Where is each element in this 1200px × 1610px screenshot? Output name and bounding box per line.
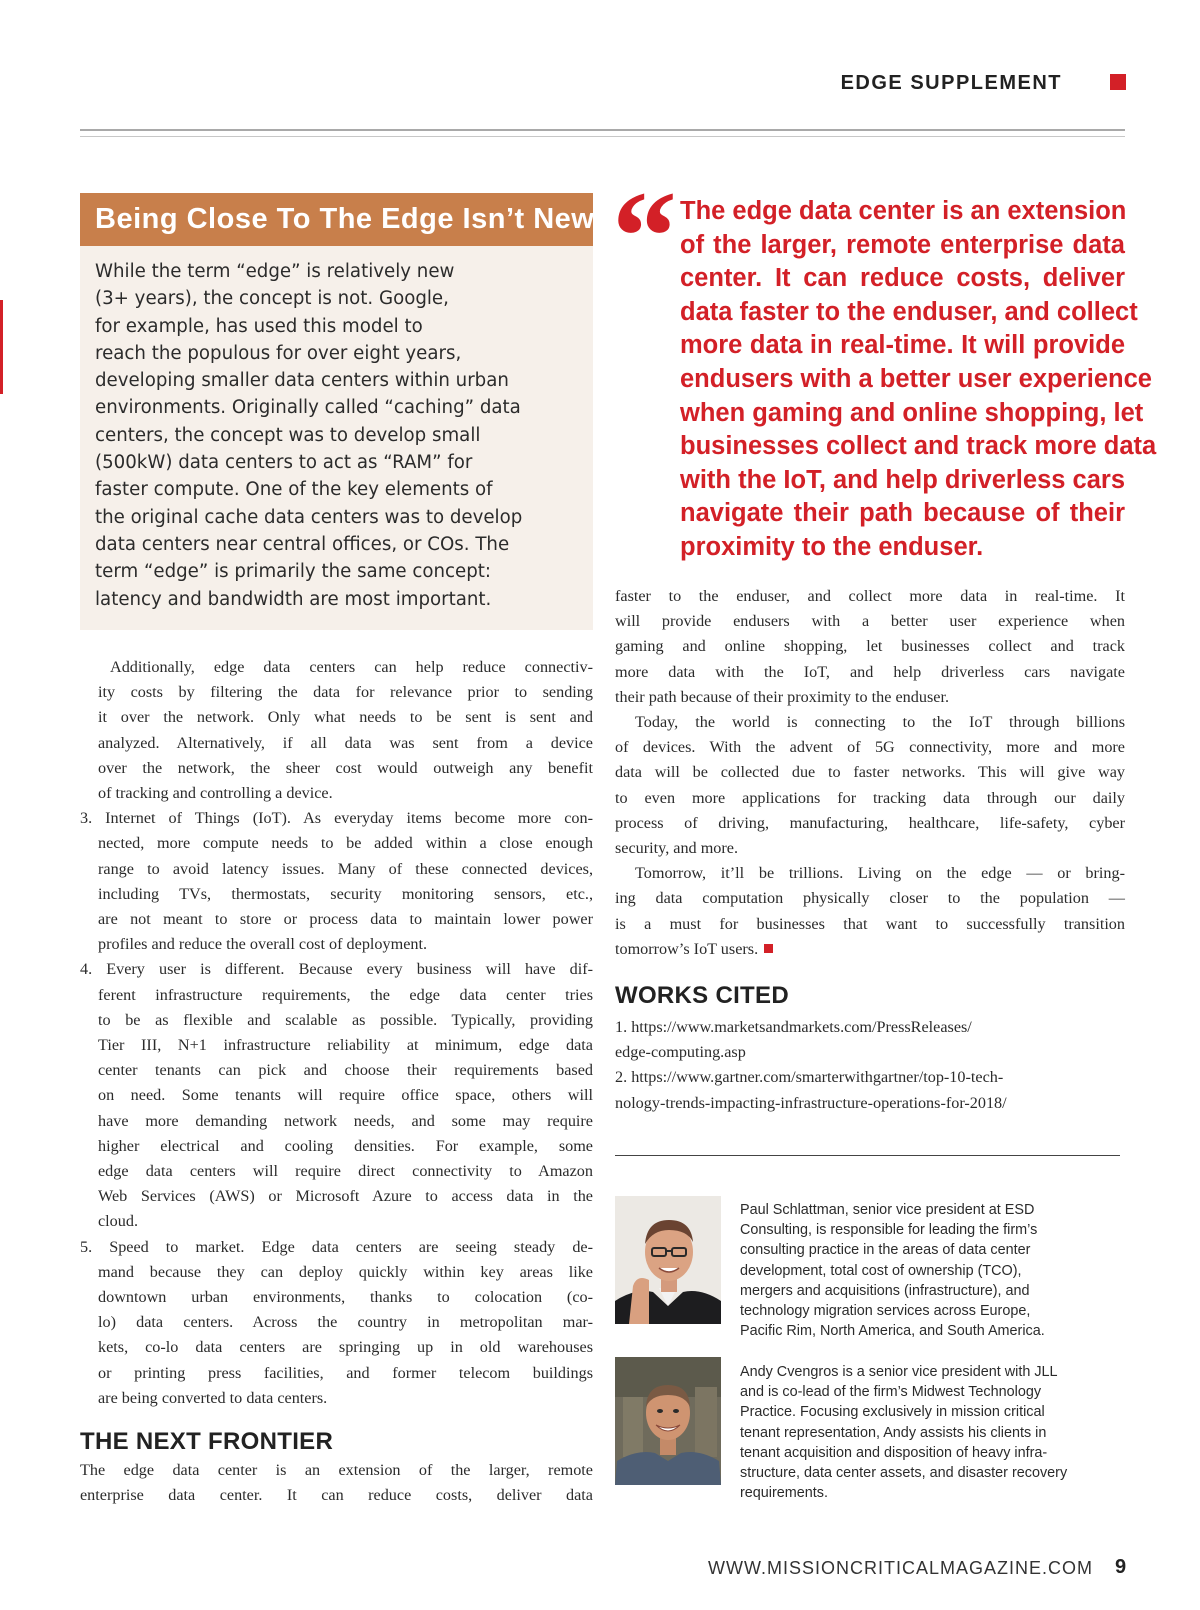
author-photo-schlattman xyxy=(615,1196,721,1324)
bio-line: development, total cost of ownership (TCO), xyxy=(740,1262,1022,1279)
citation-line: edge-computing.asp xyxy=(615,1043,746,1062)
body-line: higher electrical and cooling densities. For example, some xyxy=(98,1136,593,1155)
paragraph xyxy=(80,655,593,806)
body-line xyxy=(615,937,1125,962)
bio-line: structure, data center assets, and disaster recovery xyxy=(740,1465,1068,1482)
body-line: are not meant to store or process data to maintain lower power xyxy=(98,910,593,929)
body-line: 5. Speed to market. Edge data centers are seeing steady de- xyxy=(80,1237,593,1256)
left-column xyxy=(80,655,593,1411)
body-line: lo) data centers. Across the country in metropolitan mar- xyxy=(98,1313,593,1332)
pull-quote xyxy=(680,195,1157,565)
body-line: ing data computation physically closer to the population — xyxy=(615,889,1125,908)
header-rule-secondary xyxy=(80,136,1125,137)
body-line-text: tomorrow’s IoT users. xyxy=(615,939,759,958)
sidebar-line: environments. Originally called “caching” data xyxy=(95,397,521,419)
body-line: including TVs, thermostats, security monitoring sensors, etc., xyxy=(98,884,593,903)
body-line: process of driving, manufacturing, healthcare, life-safety, cyber xyxy=(615,813,1125,832)
body-line: over the network, the sheer cost would outweigh any benefit xyxy=(98,758,593,777)
body-line: ity costs by filtering the data for relevance prior to sending xyxy=(98,683,593,702)
bio-line: Andy Cvengros is a senior vice president with JLL xyxy=(740,1364,1058,1380)
pull-quote-line: proximity to the enduser. xyxy=(680,532,984,561)
body-line: The edge data center is an extension of the larger, remote xyxy=(80,1461,593,1479)
sidebar-line: (3+ years), the concept is not. Google, xyxy=(95,288,449,310)
bio-line: Practice. Focusing exclusively in mission critical xyxy=(740,1404,1045,1421)
body-line: security, and more. xyxy=(615,839,739,858)
body-line: of devices. With the advent of 5G connectivity, more and more xyxy=(615,738,1125,757)
pull-quote-line: navigate their path because of their xyxy=(680,499,1125,528)
bio-line: Pacific Rim, North America, and South America. xyxy=(740,1323,1045,1340)
body-line: of tracking and controlling a device. xyxy=(98,784,333,803)
sidebar-line: for example, has used this model to xyxy=(95,315,423,337)
body-line: downtown urban environments, thanks to colocation (co- xyxy=(98,1288,593,1307)
bio-line: and is co-lead of the firm’s Midwest Technology xyxy=(740,1384,1042,1401)
sidebar-line: centers, the concept was to develop small xyxy=(95,424,481,446)
section-label: EDGE SUPPLEMENT xyxy=(840,72,1062,94)
pull-quote-line: The edge data center is an extension xyxy=(680,197,1127,225)
page-number: 9 xyxy=(1115,1556,1127,1578)
sidebar-line: data centers near central offices, or COs. The xyxy=(95,533,510,555)
body-line: enterprise data center. It can reduce costs, deliver data xyxy=(80,1486,593,1505)
body-line: Web Services (AWS) or Microsoft Azure to access data in the xyxy=(98,1187,593,1206)
end-mark-icon xyxy=(764,944,773,953)
body-line: edge data centers will require direct connectivity to Amazon xyxy=(98,1162,593,1181)
bio-divider xyxy=(615,1155,1120,1156)
body-line: are being converted to data centers. xyxy=(98,1388,328,1407)
page-edge-mark xyxy=(0,300,3,394)
works-cited-list xyxy=(615,1015,1125,1116)
pull-quote-line: more data in real-time. It will provide xyxy=(680,331,1125,360)
sidebar-line: developing smaller data centers within urban xyxy=(95,370,509,392)
quote-mark-icon: “ xyxy=(612,165,677,309)
pull-quote-line: of the larger, remote enterprise data xyxy=(680,230,1125,259)
body-line: Tomorrow, it’ll be trillions. Living on the edge — or bring- xyxy=(635,864,1125,883)
bio-line: Consulting, is responsible for leading the firm’s xyxy=(740,1222,1038,1239)
body-line: will provide endusers with a better user experience when xyxy=(615,612,1125,631)
sidebar-line: the original cache data centers was to develop xyxy=(95,506,523,528)
pull-quote-line: endusers with a better user experience xyxy=(680,364,1152,393)
sidebar-line: latency and bandwidth are most important. xyxy=(95,588,492,610)
body-line: center tenants can pick and choose their requirements based xyxy=(98,1061,593,1080)
author-bio-cvengros xyxy=(740,1362,1125,1503)
body-line: analyzed. Alternatively, if all data was sent from a device xyxy=(98,733,593,752)
paragraph xyxy=(615,584,1125,710)
body-line: cloud. xyxy=(98,1212,139,1231)
section-marker xyxy=(1110,74,1126,90)
body-line: Tier III, N+1 infrastructure reliability at minimum, edge data xyxy=(98,1036,593,1055)
author-photo-cvengros xyxy=(615,1357,721,1485)
pull-quote-line: data faster to the enduser, and collect xyxy=(680,297,1138,326)
next-frontier-heading: THE NEXT FRONTIER xyxy=(80,1428,334,1455)
body-line: kets, co-lo data centers are springing up in old warehouses xyxy=(98,1338,593,1357)
body-line: data will be collected due to faster networks. This will give way xyxy=(615,763,1125,782)
list-item xyxy=(80,1235,593,1411)
sidebar-title: Being Close To The Edge Isn’t New xyxy=(80,193,593,246)
body-line: mand because they can deploy quickly within key areas like xyxy=(98,1262,593,1281)
body-line: their path because of their proximity to the enduser. xyxy=(615,687,949,706)
body-line: faster to the enduser, and collect more data in real-time. It xyxy=(615,587,1125,605)
list-item xyxy=(80,957,593,1234)
sidebar-line: reach the populous for over eight years, xyxy=(95,342,462,364)
paragraph xyxy=(615,861,1125,962)
list-item xyxy=(80,806,593,957)
body-line: to be as flexible and scalable as possible. Typically, providing xyxy=(98,1010,593,1029)
bio-line: requirements. xyxy=(740,1485,828,1502)
body-line: profiles and reduce the overall cost of deployment. xyxy=(98,935,428,954)
citation-line: 2. https://www.gartner.com/smarterwithgartner/top-10-tech- xyxy=(615,1068,1004,1087)
bio-line: mergers and acquisitions (infrastructure), and xyxy=(740,1282,1030,1299)
body-line: to even more applications for tracking data through our daily xyxy=(615,788,1125,807)
body-line: Today, the world is connecting to the IoT through billions xyxy=(635,713,1125,732)
bio-line: consulting practice in the areas of data center xyxy=(740,1242,1031,1259)
bio-line: tenant representation, Andy assists his clients in xyxy=(740,1424,1047,1441)
bio-line: technology migration services across Europe, xyxy=(740,1303,1031,1320)
sidebar-line: term “edge” is primarily the same concept: xyxy=(95,561,492,583)
pull-quote-line: with the IoT, and help driverless cars xyxy=(680,465,1125,494)
paragraph xyxy=(615,710,1125,861)
right-column xyxy=(615,584,1125,962)
pull-quote-line: businesses collect and track more data xyxy=(680,432,1157,461)
body-line: range to avoid latency issues. Many of these connected devices, xyxy=(98,859,593,878)
bio-line: tenant acquisition and disposition of heavy infra- xyxy=(740,1444,1048,1461)
body-line: ferent infrastructure requirements, the edge data center tries xyxy=(98,985,593,1004)
body-line: have more demanding network needs, and some may require xyxy=(98,1111,593,1130)
body-line: or printing press facilities, and former telecom buildings xyxy=(98,1363,593,1382)
bio-line: Paul Schlattman, senior vice president at ESD xyxy=(740,1202,1035,1218)
body-line: gaming and online shopping, let businesses collect and track xyxy=(615,637,1125,656)
citation-line: nology-trends-impacting-infrastructure-operations-for-2018/ xyxy=(615,1093,1007,1112)
sidebar-line: faster compute. One of the key elements of xyxy=(95,479,493,501)
header-rule xyxy=(80,129,1125,131)
body-line: nected, more compute needs to be added within a close enough xyxy=(98,834,593,853)
pull-quote-line: center. It can reduce costs, deliver xyxy=(680,264,1125,293)
sidebar-text xyxy=(80,246,593,613)
sidebar-line: While the term “edge” is relatively new xyxy=(95,261,455,282)
works-cited-heading: WORKS CITED xyxy=(615,982,789,1009)
body-line: is a must for businesses that want to successfully transition xyxy=(615,914,1125,933)
sidebar-box xyxy=(80,193,593,630)
body-line: on need. Some tenants will require office space, others will xyxy=(98,1086,593,1105)
body-line: Additionally, edge data centers can help reduce connectiv- xyxy=(110,658,593,676)
citation-line: 1. https://www.marketsandmarkets.com/PressReleases/ xyxy=(615,1018,972,1036)
magazine-url: WWW.MISSIONCRITICALMAGAZINE.COM xyxy=(708,1558,1093,1578)
author-bio-schlattman xyxy=(740,1200,1125,1341)
sidebar-line: (500kW) data centers to act as “RAM” for xyxy=(95,452,473,474)
body-line: it over the network. Only what needs to be sent is sent and xyxy=(98,708,593,727)
next-frontier-text xyxy=(80,1458,593,1508)
pull-quote-line: when gaming and online shopping, let xyxy=(680,398,1144,427)
body-line: 4. Every user is different. Because every business will have dif- xyxy=(80,960,593,979)
body-line: 3. Internet of Things (IoT). As everyday items become more con- xyxy=(80,809,593,828)
body-line: more data with the IoT, and help driverless cars navigate xyxy=(615,662,1125,681)
